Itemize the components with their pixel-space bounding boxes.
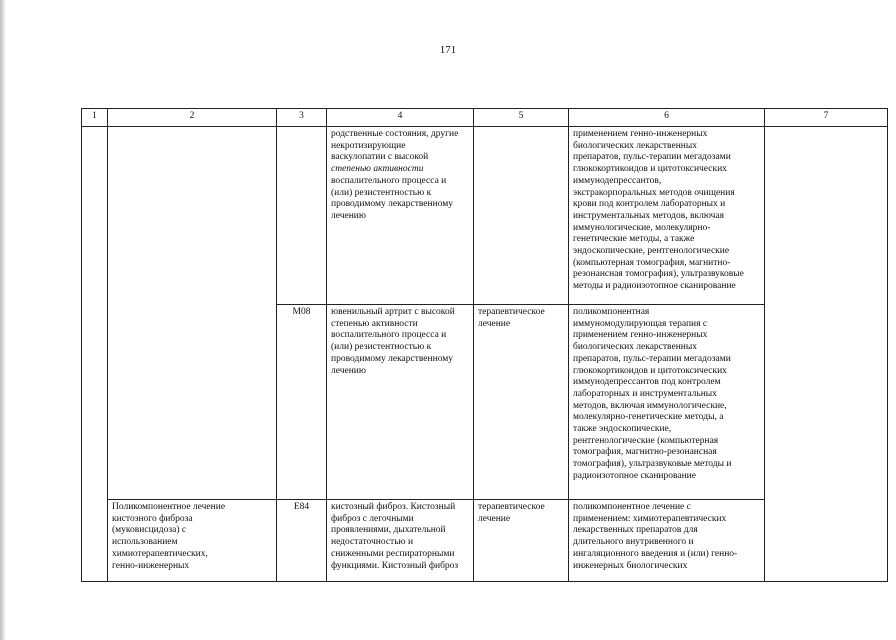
cell-line: рентгенологические (компьютерная: [573, 435, 719, 446]
cell-line: экстракорпоральных методов очищения: [573, 187, 735, 198]
cell-line: функциями. Кистозный фиброз: [331, 560, 459, 571]
cell-line: биологических лекарственных: [573, 140, 697, 151]
cell-line: резонансная томография), ультразвуковые: [573, 269, 744, 280]
cell-line: кистозного фиброза: [112, 513, 193, 524]
cell-line: методы и радиоизотопное сканирование: [573, 281, 736, 292]
cell-line: биологических лекарственных: [573, 342, 697, 353]
cell-line: фиброз с легочными: [331, 513, 414, 524]
cell-line: длительного внутривенного и: [573, 537, 694, 548]
cell-line: (компьютерная томография, магнитно-: [573, 257, 731, 268]
column-number-5: 5: [474, 109, 569, 127]
cell-line: терапевтическое: [478, 307, 545, 317]
cell-line: поликомпонентная: [573, 307, 650, 317]
diagnosis-cell: [327, 305, 474, 500]
cell-line: также эндоскопические,: [573, 424, 672, 435]
cell-line: проводимому лекарственному: [331, 199, 454, 210]
col7-cell: [765, 127, 888, 582]
column-number-6: 6: [569, 109, 765, 127]
cell-line: методов, включая иммунологические,: [573, 400, 727, 411]
cell-line: инженерных биологических: [573, 560, 688, 571]
cell-line: проводимому лекарственному: [331, 353, 454, 364]
table-header-row: [82, 109, 888, 127]
cell-line: глюкокортикоидов и цитотоксических: [573, 365, 727, 376]
scan-edge-shadow: [0, 0, 6, 640]
cell-line: иммунодепрессантов,: [573, 175, 662, 186]
cell-line: томография, магнитно-резонансная: [573, 447, 717, 458]
table-row: [82, 127, 888, 305]
cell-line: проявлениями, дыхательной: [331, 525, 446, 536]
treatment-method-cell: [569, 127, 765, 305]
column-number-7: 7: [765, 109, 888, 127]
cell-line: крови под контролем лабораторных и: [573, 199, 726, 210]
treatment-method-cell: [569, 500, 765, 582]
cell-line: родственные состояния, другие: [331, 129, 459, 139]
column-number-2: 2: [108, 109, 277, 127]
treatment-type-cell: [474, 305, 569, 500]
treatment-method-cell: [569, 305, 765, 500]
cell-line: поликомпонентное лечение с: [573, 502, 691, 512]
cell-line: терапевтическое: [478, 502, 545, 512]
medical-care-table: [81, 108, 888, 582]
cell-line: (или) резистентностью к: [331, 342, 432, 353]
diagnosis-cell: [327, 500, 474, 582]
cell-line: воспалительного процесса и: [331, 330, 447, 341]
cell-line: ингаляционного введения и (или) генно-: [573, 548, 738, 559]
cell-line: иммунодепрессантов под контролем: [573, 377, 721, 388]
diagnosis-cell: [327, 127, 474, 305]
cell-line: использованием: [112, 537, 178, 548]
icd-code-cell: E84: [277, 500, 327, 582]
column-number-3: 3: [277, 109, 327, 127]
col1-cell: [82, 127, 108, 582]
cell-line: сниженными респираторными: [331, 548, 455, 559]
cell-line: генетические методы, а также: [573, 234, 695, 245]
cell-line: Поликомпонентное лечение: [112, 502, 226, 512]
cell-line: применением генно-инженерных: [573, 129, 708, 139]
icd-code-cell: M08: [277, 305, 327, 500]
column-number-1: 1: [82, 109, 108, 127]
col2-cell: [108, 127, 277, 500]
icd-code-cell: [277, 127, 327, 305]
treatment-type-cell: [474, 127, 569, 305]
treatment-type-cell: [474, 500, 569, 582]
cell-line: степенью активности: [331, 318, 418, 329]
cell-line: иммуномодулирующая терапия с: [573, 318, 708, 329]
cell-line: недостаточностью и: [331, 537, 414, 548]
cell-line: инструментальных методов, включая: [573, 210, 724, 221]
cell-line: химиотерапевтических,: [112, 548, 208, 559]
cell-line: (муковисцидоза) с: [112, 525, 187, 536]
cell-line: применением генно-инженерных: [573, 330, 708, 341]
cell-line: ювенильный артрит с высокой: [331, 307, 455, 317]
cell-line: некротизирующие: [331, 140, 406, 151]
cell-line: препаратов, пульс-терапии мегадозами: [573, 152, 731, 163]
cell-line: глюкокортикоидов и цитотоксических: [573, 164, 727, 175]
cell-line: томография), ультразвуковые методы и: [573, 459, 732, 470]
page-number: 171: [439, 44, 457, 56]
cell-line: кистозный фиброз. Кистозный: [331, 502, 456, 512]
cell-line: лечение: [478, 318, 511, 329]
cell-line: лечению: [331, 365, 366, 376]
cell-line: генно-инженерных: [112, 560, 190, 571]
cell-line: иммунологические, молекулярно-: [573, 222, 711, 233]
col2-cell-care-type: [108, 500, 277, 582]
cell-line: (или) резистентностью к: [331, 187, 432, 198]
cell-line: лекарственных препаратов для: [573, 525, 698, 536]
cell-line: воспалительного процесса и: [331, 175, 447, 186]
cell-line: применением: химиотерапевтических: [573, 513, 727, 524]
cell-line: эндоскопические, рентгенологические: [573, 246, 730, 257]
cell-line: васкулопатии с высокой: [331, 152, 429, 163]
cell-line: лечение: [478, 513, 511, 524]
cell-line: степенью активности: [331, 164, 424, 175]
cell-line: радиоизотопное сканирование: [573, 470, 696, 481]
cell-line: молекулярно-генетические методы, а: [573, 412, 724, 423]
cell-line: лабораторных и инструментальных: [573, 388, 717, 399]
cell-line: лечению: [331, 210, 366, 221]
cell-line: препаратов, пульс-терапии мегадозами: [573, 353, 731, 364]
column-number-4: 4: [327, 109, 474, 127]
